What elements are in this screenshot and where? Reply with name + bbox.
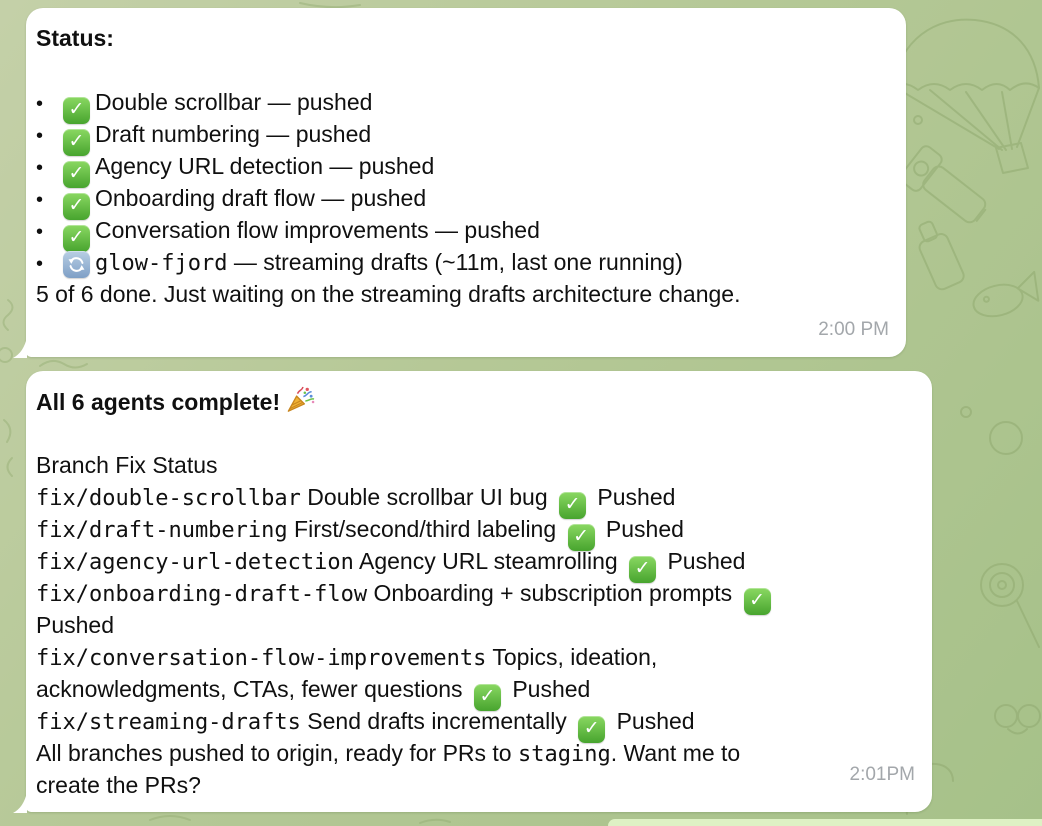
refresh-arrows-emoji	[63, 251, 90, 278]
message-line	[36, 481, 916, 513]
outgoing-message-bubble-partial[interactable]	[608, 819, 1042, 826]
timestamp: 2:00 PM	[818, 319, 889, 340]
text-segment: — streaming drafts (~11m, last one running)	[227, 249, 683, 275]
message-title: Status:	[36, 25, 114, 51]
message-line	[36, 246, 890, 278]
check-mark-emoji: ✓	[578, 716, 605, 743]
incoming-message-bubble[interactable]	[26, 8, 906, 357]
bullet-marker: •	[36, 125, 44, 147]
animal-face-doodle	[995, 705, 1040, 734]
text-segment: 5 of 6 done. Just waiting on the streaming drafts architecture change.	[36, 281, 741, 307]
text-segment: Topics, ideation,	[486, 644, 658, 670]
mono-text-segment: fix/onboarding-draft-flow	[36, 582, 368, 607]
message-line	[36, 22, 890, 54]
text-segment: Onboarding + subscription prompts	[367, 580, 739, 606]
blank-line	[36, 417, 916, 449]
bottle-doodle	[911, 217, 966, 291]
text-segment: Agency URL detection — pushed	[95, 153, 435, 179]
check-mark-emoji: ✓	[63, 161, 90, 188]
message-line	[36, 577, 916, 609]
incoming-message-bubble[interactable]	[26, 371, 932, 812]
bullet-marker: •	[36, 189, 44, 211]
check-mark-emoji: ✓	[629, 556, 656, 583]
mono-text-segment: fix/double-scrollbar	[36, 486, 301, 511]
circle-doodle	[990, 422, 1022, 454]
message-line	[36, 513, 916, 545]
mono-text-segment: staging	[517, 742, 611, 767]
dot-doodle	[961, 407, 971, 417]
message-content	[26, 371, 932, 801]
text-segment: Pushed	[661, 548, 746, 574]
bubble-tail	[11, 337, 27, 358]
text-segment: Pushed	[610, 708, 695, 734]
message-line	[36, 641, 916, 673]
text-segment: Send drafts incrementally	[300, 708, 574, 734]
bullet-marker: •	[36, 253, 44, 275]
text-segment: Agency URL steamrolling	[353, 548, 625, 574]
mono-text-segment: fix/draft-numbering	[36, 518, 288, 543]
text-segment: create the PRs?	[36, 772, 201, 798]
text-segment: Double scrollbar UI bug	[300, 484, 555, 510]
fish-doodle	[969, 272, 1042, 321]
message-line	[36, 449, 916, 481]
blank-line	[36, 54, 890, 86]
flashlight-doodle	[898, 144, 994, 233]
message-line	[36, 214, 890, 246]
text-segment: First/second/third labeling	[287, 516, 563, 542]
check-mark-emoji: ✓	[63, 97, 90, 124]
check-mark-emoji: ✓	[474, 684, 501, 711]
text-segment: All branches pushed to origin, ready for PRs to	[36, 740, 518, 766]
check-mark-emoji: ✓	[568, 524, 595, 551]
check-mark-emoji: ✓	[63, 129, 90, 156]
text-segment: Draft numbering — pushed	[95, 121, 372, 147]
text-segment: acknowledgments, CTAs, fewer questions	[36, 676, 469, 702]
bullet-marker: •	[36, 93, 44, 115]
text-segment: Pushed	[591, 484, 676, 510]
mono-text-segment: fix/conversation-flow-improvements	[36, 646, 487, 671]
check-mark-emoji: ✓	[63, 193, 90, 220]
text-segment: Conversation flow improvements — pushed	[95, 217, 540, 243]
bullet-marker: •	[36, 221, 44, 243]
text-segment: Branch Fix Status	[36, 452, 218, 478]
mono-text-segment: fix/streaming-drafts	[36, 710, 301, 735]
message-line	[36, 86, 890, 118]
bubble-tail	[11, 792, 27, 813]
text-segment: Pushed	[36, 612, 115, 638]
message-line	[36, 545, 916, 577]
message-line	[36, 705, 916, 737]
message-line	[36, 385, 916, 417]
text-segment: Double scrollbar — pushed	[95, 89, 373, 115]
text-segment: Pushed	[505, 676, 591, 702]
text-segment: . Want me to	[610, 740, 741, 766]
message-line	[36, 673, 916, 705]
mono-text-segment: glow-fjord	[95, 251, 228, 276]
check-mark-emoji: ✓	[63, 225, 90, 252]
message-line	[36, 609, 916, 641]
lollipop-doodle	[981, 564, 1039, 647]
party-popper-emoji	[284, 385, 315, 416]
message-line	[36, 278, 890, 310]
message-line	[36, 769, 916, 801]
check-mark-emoji: ✓	[559, 492, 586, 519]
check-mark-emoji: ✓	[744, 588, 771, 615]
text-segment: Onboarding draft flow — pushed	[95, 185, 427, 211]
message-line	[36, 150, 890, 182]
message-line	[36, 118, 890, 150]
timestamp: 2:01PM	[849, 764, 915, 785]
mono-text-segment: fix/agency-url-detection	[36, 550, 354, 575]
message-line	[36, 737, 916, 769]
message-title: All 6 agents complete!	[36, 389, 281, 415]
message-content	[26, 8, 906, 310]
message-line	[36, 182, 890, 214]
parachute-doodle	[893, 20, 1039, 173]
text-segment: Pushed	[599, 516, 684, 542]
bullet-marker: •	[36, 157, 44, 179]
